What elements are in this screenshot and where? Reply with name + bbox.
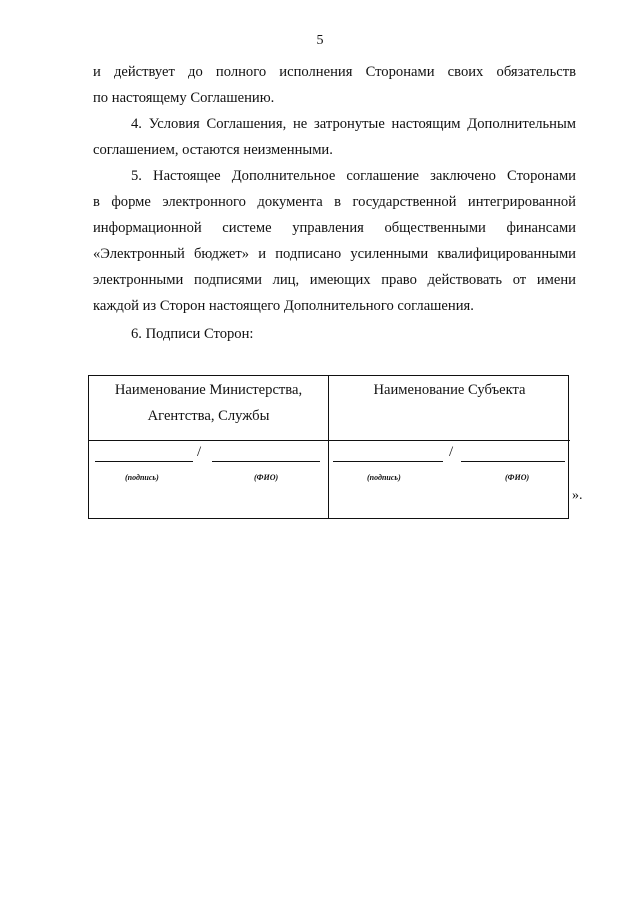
paragraph-4	[93, 111, 576, 163]
text-line: соглашением, остаются неизменными.	[93, 142, 333, 158]
header-line: Наименование Субъекта	[373, 382, 526, 398]
paragraph-6	[93, 321, 576, 347]
column-header-ministry	[89, 376, 328, 441]
signature-line	[333, 461, 443, 462]
text-line: по настоящему Соглашению.	[93, 90, 275, 106]
text-line: информационной системе управления общественными финансами	[93, 220, 576, 236]
name-line	[212, 461, 320, 462]
signature-table	[88, 375, 569, 519]
page-number: 5	[316, 33, 324, 48]
closing-quote-mark: ».	[572, 488, 583, 503]
header-line: Наименование Министерства,	[114, 382, 303, 398]
separator-slash: /	[449, 444, 454, 460]
column-header-subject	[329, 376, 570, 441]
text-line: и действует до полного исполнения Сторонами своих обязательств	[93, 64, 576, 80]
name-line	[461, 461, 565, 462]
caption-name: (ФИО)	[254, 473, 279, 482]
text-line: электронными подписями лиц, имеющих право действовать от имени	[93, 272, 576, 288]
separator-slash: /	[197, 444, 202, 460]
signature-line	[95, 461, 193, 462]
paragraph-5	[93, 163, 576, 319]
text-line: 6. Подписи Сторон:	[131, 326, 254, 342]
paragraph-continuation	[93, 59, 576, 111]
text-line: 4. Условия Соглашения, не затронутые настоящим Дополнительным	[131, 116, 576, 132]
caption-name: (ФИО)	[505, 473, 530, 482]
text-line: «Электронный бюджет» и подписано усиленными квалифицированными	[93, 246, 576, 262]
text-line: в форме электронного документа в государственной интегрированной	[93, 194, 576, 210]
caption-signature: (подпись)	[367, 473, 401, 482]
text-line: каждой из Сторон настоящего Дополнительного соглашения.	[93, 298, 474, 314]
signature-column-ministry	[89, 376, 329, 518]
text-line: 5. Настоящее Дополнительное соглашение заключено Сторонами	[131, 168, 576, 184]
header-line: Агентства, Службы	[147, 408, 270, 424]
caption-signature: (подпись)	[125, 473, 159, 482]
signature-column-subject	[329, 376, 570, 518]
